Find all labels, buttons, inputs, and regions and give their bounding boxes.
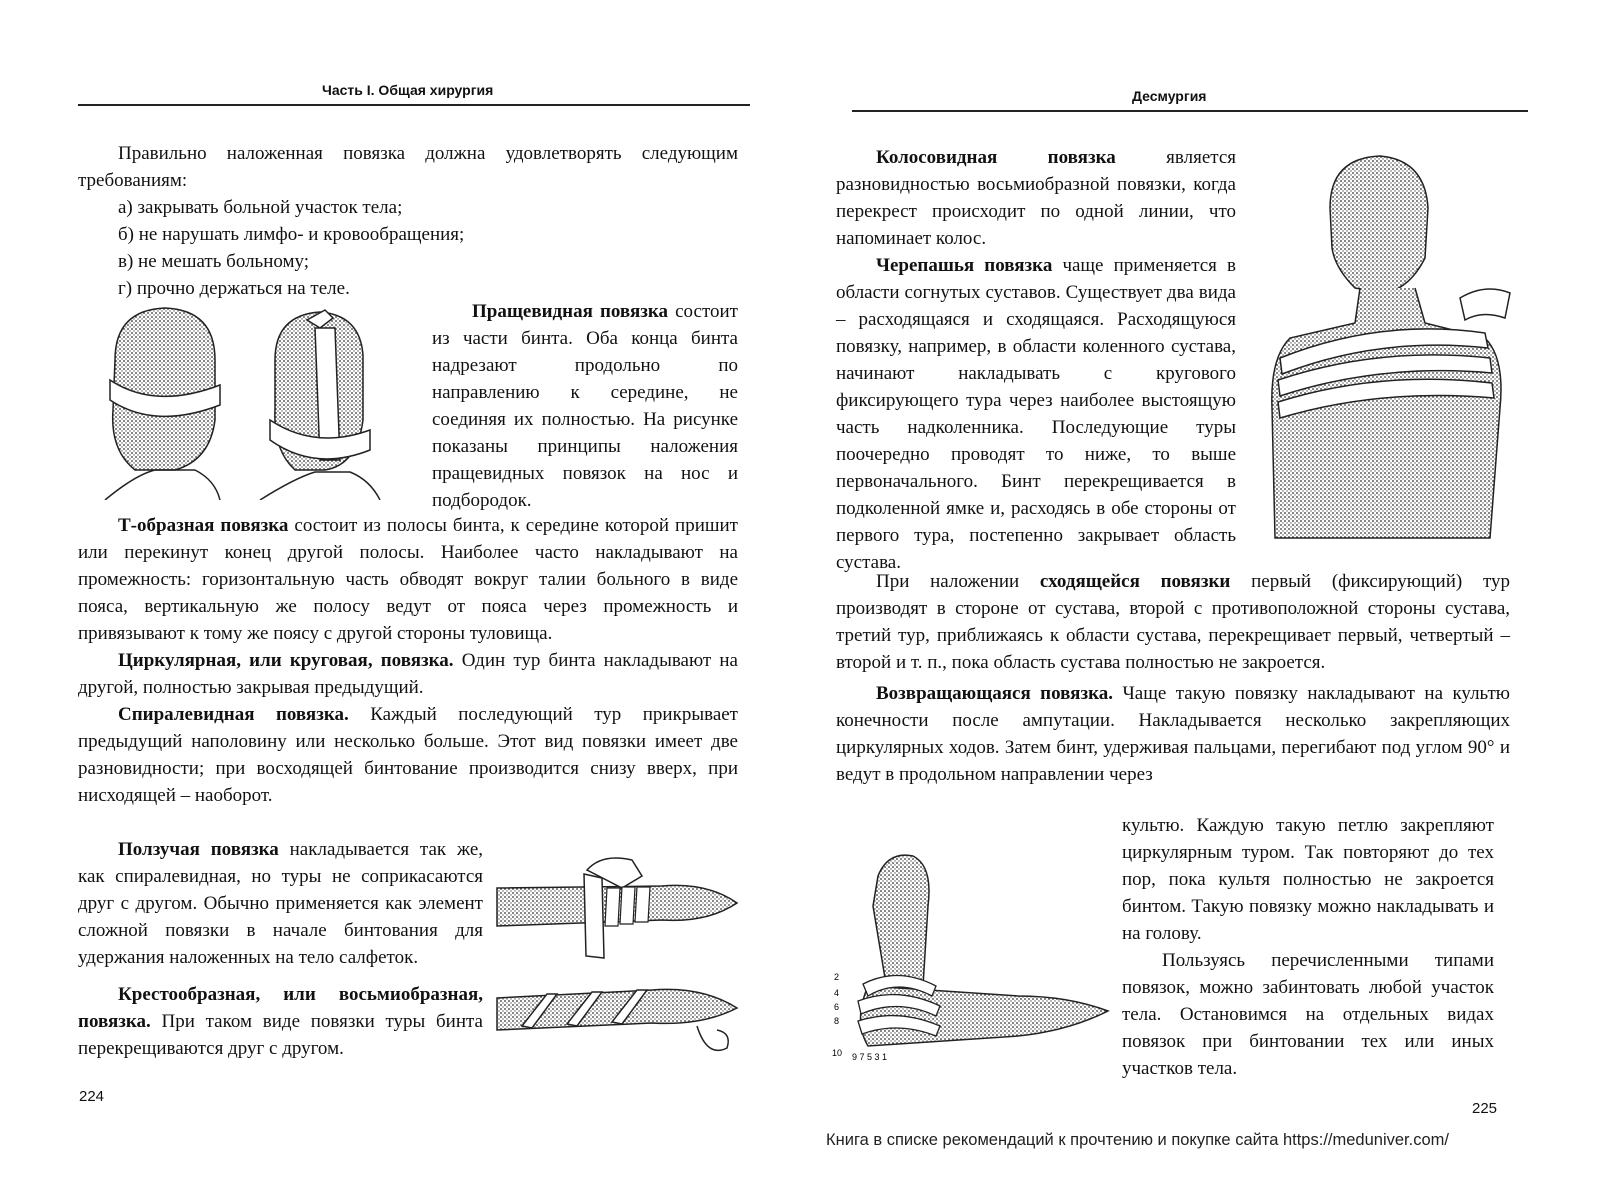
returning-closing-block [1122, 812, 1494, 1082]
sling-term: Пращевидная повязка [472, 301, 669, 322]
sling-bandage-heads-illustration [95, 300, 415, 500]
converging-term: сходящейся повязки [1039, 571, 1231, 592]
figure-label: 2 [834, 972, 840, 982]
returning-term: Возвращающаяся повязка. [876, 683, 1113, 704]
header-rule-left [78, 104, 750, 106]
figure-label: 6 [834, 1002, 840, 1012]
requirements-block [78, 140, 738, 302]
circular-text: Один тур бинта накладывают на другой, полностью закрывая предыдущий. [78, 650, 738, 698]
left-page [0, 0, 790, 1190]
converging-returning-block [836, 568, 1510, 788]
running-header-left: Часть I. Общая хирургия [322, 82, 494, 98]
circular-term: Циркулярная, или круговая, повязка. [118, 650, 454, 671]
sling-text: состоит из части бинта. Оба конца бинта надрезают продольно по направлению к середине, не соединяя их полностью. На рисунке показаны принципы наложения пращевидных повязок на нос и подбородок. [432, 301, 738, 511]
requirement-item: в) не мешать больному; [118, 251, 310, 272]
spica-turtle-block [836, 144, 1236, 576]
requirement-item: а) закрывать больной участок тела; [118, 197, 403, 218]
page-number-left: 224 [79, 1088, 105, 1105]
requirement-item: г) прочно держаться на теле. [118, 278, 350, 299]
converging-pre: При наложении [876, 571, 1040, 592]
cruciform-text: При таком виде повязки туры бинта перекрещиваются друг с другом. [78, 1011, 483, 1059]
intro-paragraph: Правильно наложенная повязка должна удовлетворять следующим требованиям: [78, 143, 738, 191]
running-header-right: Десмургия [1132, 88, 1207, 104]
footer-recommendation-note: Книга в списке рекомендаций к прочтению и покупке сайта https://meduniver.com/ [826, 1131, 1449, 1149]
arm-bandage-illustration [492, 848, 747, 1066]
creeping-cruciform-block [78, 836, 483, 1062]
spica-text: является разновидностью восьмиобразной повязки, когда перекрест происходит по одной линии, что напоминает колос. [836, 147, 1236, 249]
header-rule-right [852, 110, 1528, 112]
bandage-types-block [78, 512, 738, 809]
spica-term: Колосовидная повязка [876, 147, 1116, 168]
figure-label: 10 [832, 1048, 843, 1058]
cruciform-term: Крестообразная, или восьмиобразная, повязка. [78, 984, 483, 1032]
page-number-right: 225 [1472, 1100, 1498, 1117]
shoulder-spica-bandage-illustration [1260, 148, 1525, 540]
figure-label: 8 [834, 1016, 840, 1026]
returning-text: Чаще такую повязку накладывают на культю конечности после ампутации. Накладывается несколько закрепляющих циркулярных ходов. Затем бинт, удерживая пальцами, перегибают под углом 90° и ведут в продольном направлении через [836, 683, 1510, 785]
t-shaped-text: состоит из полосы бинта, к середине которой пришит или перекинут конец другой полосы. Наиболее часто накладывают на промежность: горизонтальную часть обводят вокруг талии больного в виде пояса, вертикальную же полосу ведут от пояса через промежность и привязывают к тому же поясу с другой стороны туловища. [78, 515, 738, 644]
figure-label: 4 [834, 988, 840, 998]
turtle-term: Черепашья повязка [876, 255, 1053, 276]
t-shaped-term: Т-образная повязка [118, 515, 289, 536]
sling-bandage-paragraph [432, 298, 738, 514]
returning-continuation: культю. Каждую такую петлю закрепляют циркулярным туром. Так повторяют до тех пор, пока культя полностью не закроется бинтом. Такую повязку можно накладывать и на голову. [1122, 815, 1494, 944]
figure-label: 9 7 5 3 1 [852, 1052, 888, 1062]
closing-paragraph: Пользуясь перечисленными типами повязок, можно забинтовать любой участок тела. Остановимся на отдельных видах повязок при бинтовании тех или иных участков тела. [1122, 950, 1494, 1079]
turtle-text: чаще применяется в области согнутых суставов. Существует два вида – расходящаяся и сходящаяся. Расходящуюся повязку, например, в области коленного сустава, начинают накладывать с кругового фиксирующего тура через наиболее выстоящую часть надколенника. Последующие туры поочередно проводят то ниже, то выше первоначального. Бинт перекрещивается в подколенной ямке и, расходясь в обе стороны от первого тура, постепенно закрывает область сустава. [836, 255, 1236, 573]
elbow-turtle-bandage-illustration [828, 846, 1118, 1078]
spiral-term: Спиралевидная повязка. [118, 704, 349, 725]
creeping-text: накладывается так же, как спиралевидная, но туры не соприкасаются друг с другом. Обычно применяется как элемент сложной повязки в начале бинтования для удержания наложенных на тело салфеток. [78, 839, 484, 968]
creeping-term: Ползучая повязка [118, 839, 279, 860]
converging-text: первый (фиксирующий) тур производят в стороне от сустава, второй с противоположной стороны сустава, третий тур, приближаясь к области сустава, перекрещивает первый, четвертый – второй и т. п., пока область сустава полностью не закроется. [836, 571, 1510, 673]
right-page [820, 0, 1600, 1190]
spiral-text: Каждый последующий тур прикрывает предыдущий наполовину или несколько больше. Этот вид повязки имеет две разновидности; при восходящей бинтование производится снизу вверх, при нисходящей – наоборот. [78, 704, 738, 806]
requirement-item: б) не нарушать лимфо- и кровообращения; [118, 224, 465, 245]
